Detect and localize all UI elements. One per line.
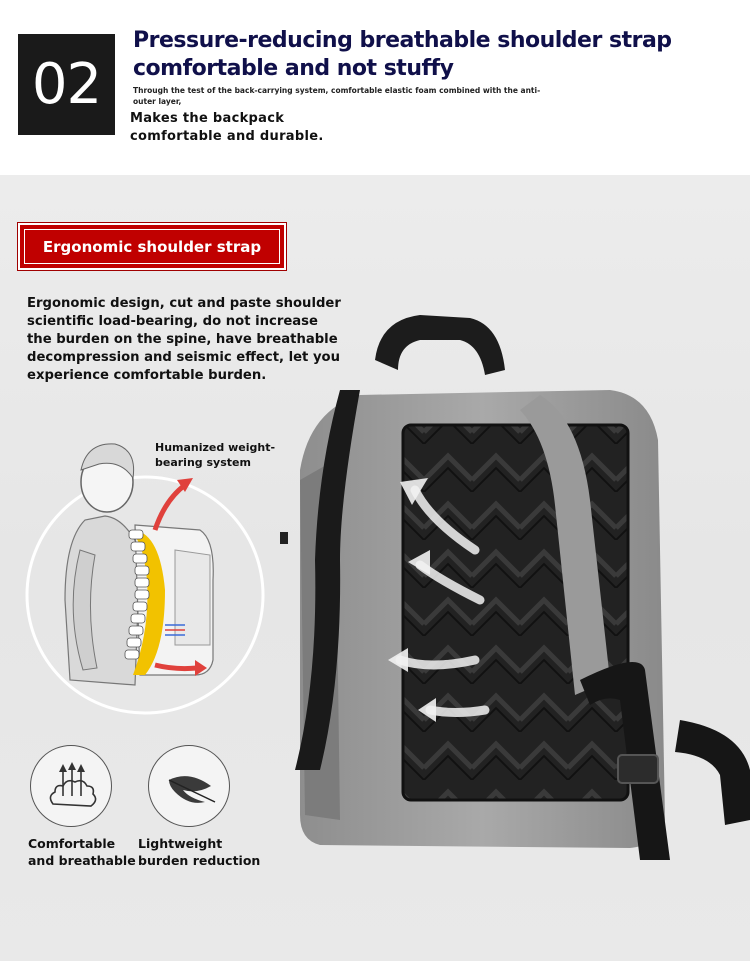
small-line-1: Through the test of the back-carrying system, comfortable elastic foam combined with the anti- [133, 86, 541, 95]
section-number: 02 [18, 34, 115, 135]
subtitle [130, 110, 430, 146]
feature-2-line-2: burden reduction [138, 853, 261, 868]
page-title [133, 27, 693, 83]
description-line-4: decompression and seismic effect, let you [27, 350, 340, 365]
description-line-3: the burden on the spine, have breathable [27, 332, 338, 347]
feature-badge [18, 223, 286, 270]
title-line-1: Pressure-reducing breathable shoulder strap [133, 28, 672, 53]
feature-description [27, 295, 347, 385]
header-section [0, 0, 750, 175]
subtitle-line-2: comfortable and durable. [130, 129, 324, 144]
annotation-line-1: Humanized weight- [155, 441, 276, 454]
small-line-2: outer layer, [133, 97, 182, 106]
feature-lightweight [138, 745, 268, 869]
feature-1-line-2: and breathable [28, 853, 136, 868]
title-line-2: comfortable and not stuffy [133, 56, 454, 81]
feature-label-lightweight [138, 835, 268, 869]
feather-icon [148, 745, 230, 827]
description-line-1: Ergonomic design, cut and paste shoulder [27, 296, 341, 311]
backpack-image [280, 300, 750, 860]
small-description [133, 85, 613, 107]
feature-2-line-1: Lightweight [138, 836, 223, 851]
description-line-5: experience comfortable burden. [27, 368, 267, 383]
subtitle-line-1: Makes the backpack [130, 111, 285, 126]
airflow-icon [30, 745, 112, 827]
annotation-line-2: bearing system [155, 456, 251, 469]
badge-label: Ergonomic shoulder strap [24, 229, 280, 264]
weight-system-annotation [155, 440, 305, 470]
spine-illustration [25, 430, 315, 730]
description-line-2: scientific load-bearing, do not increase [27, 314, 318, 329]
feature-1-line-1: Comfortable [28, 836, 116, 851]
